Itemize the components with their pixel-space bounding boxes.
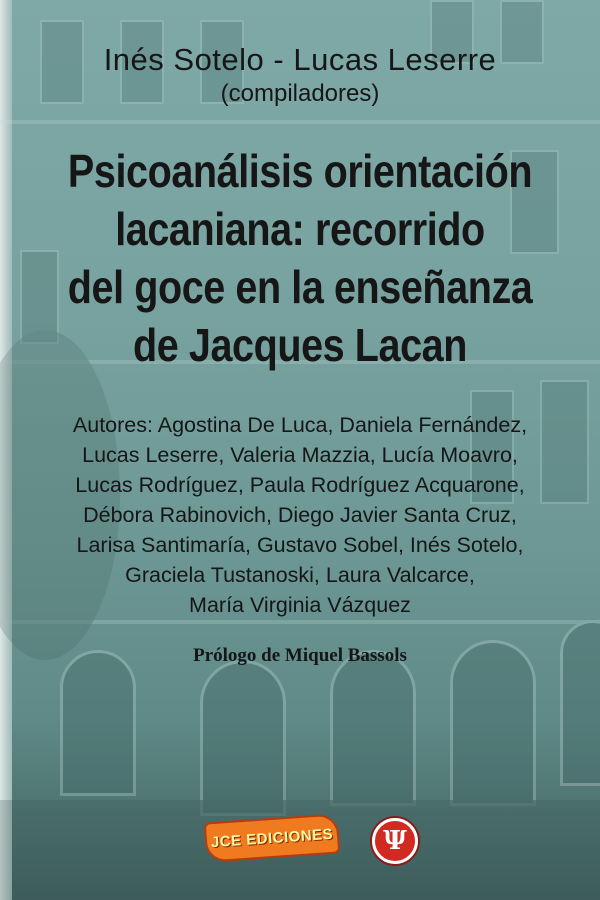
authors-line: Lucas Rodríguez, Paula Rodríguez Acquarone,	[75, 473, 525, 497]
psi-logo-icon	[372, 818, 418, 864]
authors-line: Graciela Tustanoski, Laura Valcarce,	[125, 563, 475, 587]
authors-line: Débora Rabinovich, Diego Javier Santa Cruz,	[83, 503, 517, 527]
editors-role: (compiladores)	[220, 80, 380, 107]
title-line: del goce en la enseñanza	[67, 261, 533, 313]
prologue-credit: Prólogo de Miquel Bassols	[193, 645, 407, 666]
authors-list	[20, 410, 580, 620]
title-line: de Jacques Lacan	[133, 319, 467, 371]
authors-line: Lucas Leserre, Valeria Mazzia, Lucía Moavro,	[82, 443, 518, 467]
title-line: lacaniana: recorrido	[115, 203, 485, 255]
authors-line: Autores: Agostina De Luca, Daniela Fernández,	[72, 413, 528, 437]
editors-names: Inés Sotelo - Lucas Leserre	[103, 42, 497, 77]
psi-glyph: Ψ	[383, 826, 407, 856]
jce-logo-text: JCE EDICIONES	[210, 825, 334, 851]
title-line: Psicoanálisis orientación	[67, 145, 533, 197]
authors-line: María Virginia Vázquez	[189, 593, 411, 617]
book-title	[68, 142, 532, 374]
authors-line: Larisa Santimaría, Gustavo Sobel, Inés Sotelo,	[76, 533, 524, 557]
